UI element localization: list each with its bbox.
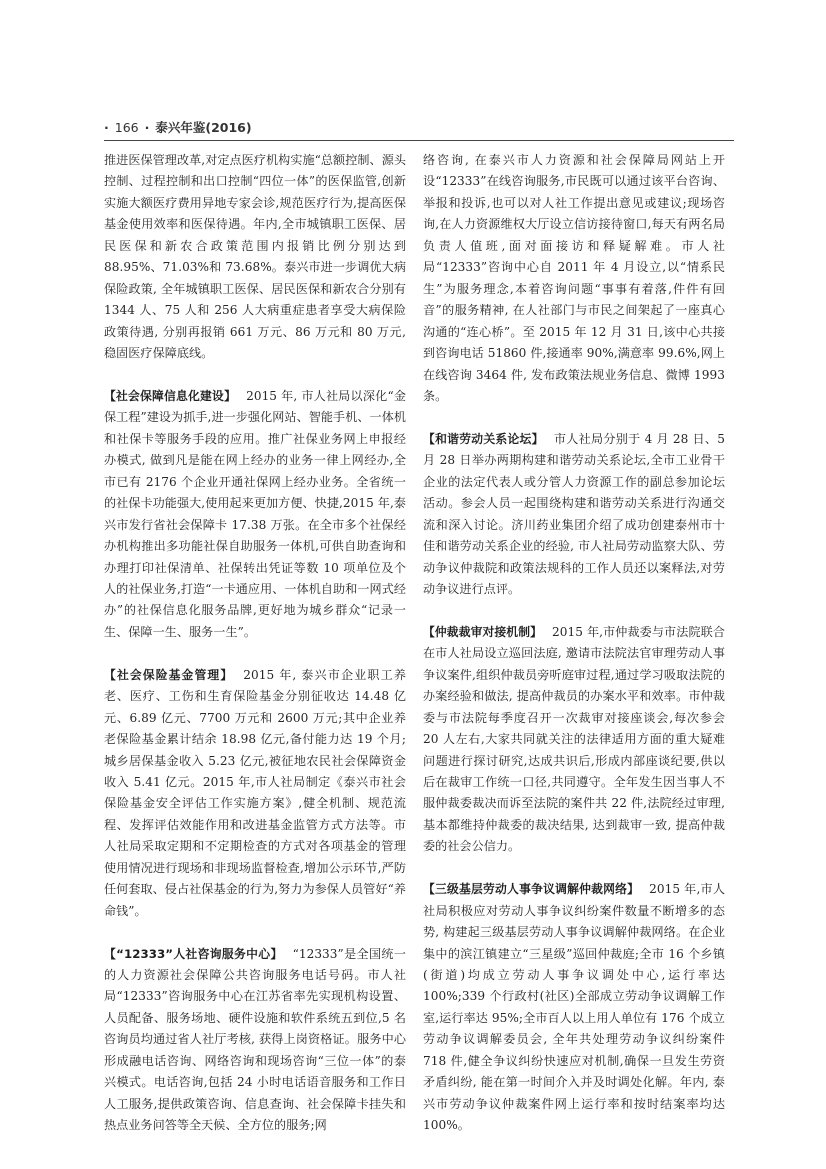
section-mediation-network [423, 879, 725, 1136]
section-fund-management [104, 665, 406, 922]
paragraph-text: 络咨询, 在泰兴市人力资源和社会保障局网站上开设“12333”在线咨询服务,市民既可以通过该平台咨询、举报和投诉,也可以对人社工作提出意见或建议;现场咨询,在人力资源维权大厅设立信访接待窗口,每天有两名局负责人值班,面对面接访和释疑解难。市人社局“12333”咨询中心自 2011 年 4 月设立,以“情系民生”为服务理念,本着咨询问题“事事有着落,件件有回音”的服务精神, 在人社部门与市民之间架起了一座真心沟通的“连心桥”。至 2015 年 12 月 31 日,该中心共接到咨询电话 51860 件,接通率 90%,满意率 99.6%,网上在线咨询 3464 件, 发布政策法规业务信息、微博 1993 条。 [423, 153, 725, 403]
section-heading: 【 仲裁裁审对接机制 】 [423, 625, 546, 639]
section-arbitration-mechanism [423, 622, 725, 858]
section-heading: 【 和谐劳动关系论坛 】 [423, 432, 548, 446]
running-header [104, 118, 252, 136]
paragraph-12333-continued [423, 150, 725, 407]
section-text: 2015 年,市人社局积极应对劳动人事争议纠纷案件数量不断增多的态势, 构建起三级基层劳动人事争议调解仲裁网络。在企业集中的滨江镇建立“三星级”巡回仲裁庭;全市 16 个乡镇(街道)均成立劳动人事争议调处中心,运行率达 100%;339 个行政村(社区)全部成立劳动争议调解工作室,运行率达 95%;全市百人以上用人单位有 176 个成立劳动争议调解委员会, 全年共处理劳动争议纠纷案件 718 件,健全争议纠纷快速应对机制,确保一旦发生劳资矛盾纠纷, 能在第一时间介入并及时调处化解。年内, 泰兴市劳动争议仲裁案件网上运行率和按时结案率均达 100%。 [423, 882, 725, 1133]
section-text: “12333”是全国统一的人力资源社会保障公共咨询服务电话号码。市人社局“12333”咨询服务中心在江苏省率先实现机构设置、人员配备、服务场地、硬件设施和软件系统五到位,5 名咨询员均通过省人社厅考核, 获得上岗资格证。服务中心形成融电话咨询、网络咨询和现场咨询“三位一体”的泰兴模式。电话咨询,包括 24 小时电话语音服务和工作日人工服务,提供政策咨询、信息查询、社会保障卡挂失和热点业务问答等全天候、全方位的服务;网 [104, 946, 406, 1133]
section-heading: 【 三级基层劳动人事争议调解仲裁网络 】 [423, 882, 643, 896]
right-column [423, 150, 725, 1137]
section-text: 2015 年,市仲裁委与市法院联合在市人社局设立巡回法庭, 邀请市法院法官审理劳动人事争议案件,组织仲裁员旁听庭审过程,通过学习吸取法院的办案经验和做法, 提高仲裁员的办案水平和效率。市仲裁委与市法院每季度召开一次裁审对接座谈会,每次参会 20 人左右,大家共同就关注的法律适用方面的重大疑难问题进行探讨研究,达成共识后,形成内部座谈纪要,供以后在裁审工作统一口径,共同遵守。全年发生因当事人不服仲裁委裁决而诉至法院的案件共 22 件,法院经过审理,基本都维持仲裁委的裁决结果, 达到裁审一致, 提高仲裁委的社会公信力。 [423, 624, 725, 854]
section-info-construction [104, 386, 406, 643]
section-12333-center [104, 944, 406, 1137]
section-text: 2015 年, 泰兴市企业职工养老、医疗、工伤和生育保险基金分别征收达 14.48 亿元、6.89 亿元、7700 万元和 2600 万元;其中企业养老保险基金累计结余 18.98 亿元,备付能力达 19 个月;城乡居保基金收入 5.23 亿元,被征地农民社会保障资金收入 5.41 亿元。2015 年,市人社局制定《泰兴市社会保险基金安全评估工作实施方案》,健全机制、规范流程、发挥评估效能作用和改进基金监管方式方法等。市人社局采取定期和不定期检查的方式对各项基金的管理使用情况进行现场和非现场监督检查,增加公示环节,严防任何套取、侵占社保基金的行为,努力为参保人员管好“养命钱”。 [104, 667, 406, 918]
page-number: 166 [114, 119, 139, 135]
header-rule [104, 140, 734, 141]
left-column [104, 150, 406, 1137]
paragraph-text: 推进医保管理改革,对定点医疗机构实施“总额控制、源头控制、过程控制和出口控制“四位一体”的医保监管,创新实施大额医疗费用异地专家会诊,规范医疗行为,提高医保基金使用效率和医保待遇。年内,全市城镇职工医保、居民医保和新农合政策范围内报销比例分别达到 88.95%、71.03%和 73.68%。泰兴市进一步调优大病保险政策, 全年城镇职工医保、居民医保和新农合分别有 1344 人、75 人和 256 人大病重症患者享受大病保险政策待遇, 分别再报销 661 万元、86 万元和 80 万元,稳固医疗保障底线。 [104, 153, 406, 361]
book-title: 泰兴年鉴(2016) [155, 120, 252, 135]
header-bullet: · [104, 119, 109, 135]
section-labor-forum [423, 429, 725, 601]
section-heading: 【 社会保险基金管理 】 [104, 668, 237, 682]
header-bullet: · [144, 119, 150, 135]
section-text: 2015 年, 市人社局以深化“金保工程”建设为抓手,进一步强化网站、智能手机、一体机和社保卡等服务手段的应用。推广社保业务网上申报经办模式, 做到凡是能在网上经办的业务一律上网经办,全市已有 2176 个企业开通社保网上经办业务。全省统一的社保卡功能强大,使用起来更加方便、快捷,2015 年,泰兴市发行省社会保障卡 17.38 万张。在全市多个社保经办机构推出多功能社保自助服务一体机,可供自助查询和办理打印社保清单、社保转出凭证等数 10 项单位及个人的社保业务,打造“一卡通应用、一体机自助和一网式经办”的社保信息化服务品牌,更好地为城乡群众“记录一生、保障一生、服务一生”。 [104, 388, 406, 639]
section-text: 市人社局分别于 4 月 28 日、5 月 28 日举办两期构建和谐劳动关系论坛,全市工业骨干企业的法定代表人或分管人力资源工作的副总参加论坛活动。参会人员一起围绕构建和谐劳动关系进行沟通交流和深入讨论。济川药业集团介绍了成功创建泰州市十佳和谐劳动关系企业的经验, 市人社局劳动监察大队、劳动争议仲裁院和政策法规科的工作人员还以案释法,对劳动争议进行点评。 [423, 431, 725, 596]
section-heading: 【 “12333”人社咨询服务中心 】 [104, 947, 287, 961]
paragraph-medical-insurance [104, 150, 406, 365]
section-heading: 【 社会保障信息化建设 】 [104, 389, 240, 403]
